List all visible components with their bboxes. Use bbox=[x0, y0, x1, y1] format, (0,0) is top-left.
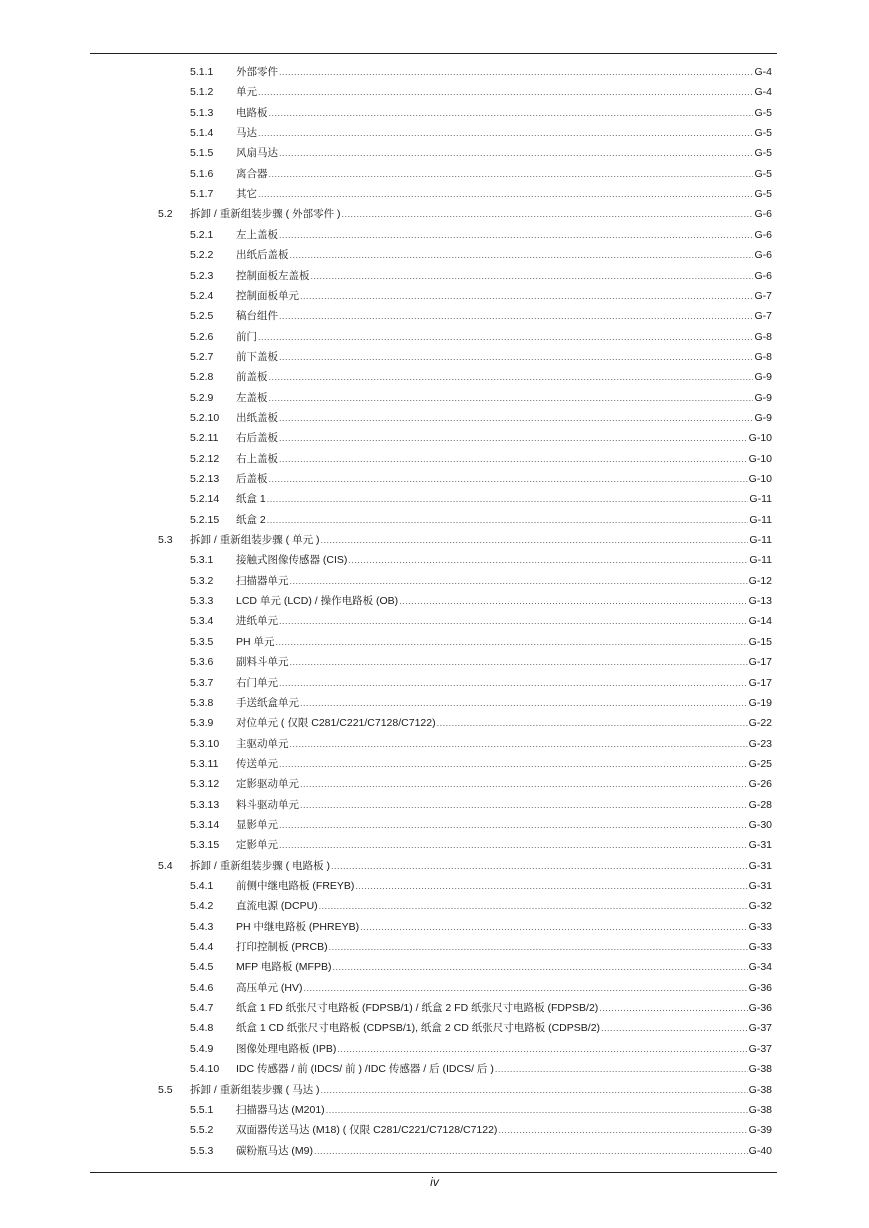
toc-entry-title: 离合器 bbox=[236, 167, 268, 180]
toc-entry-number: 5.2.9 bbox=[190, 391, 214, 404]
toc-entry-page: G-6 bbox=[754, 208, 772, 221]
dot-leader bbox=[279, 306, 753, 326]
toc-entry-page: G-33 bbox=[748, 941, 772, 954]
toc-entry-title: PH 中继电路板 (PHREYB) bbox=[236, 920, 360, 933]
toc-entry-page: G-34 bbox=[748, 961, 772, 974]
toc-entry-number: 5.4.7 bbox=[190, 1002, 214, 1015]
toc-entry[interactable] bbox=[0, 856, 869, 876]
toc-entry-title: 出纸盖板 bbox=[236, 411, 278, 424]
toc-entry-page: G-28 bbox=[748, 798, 772, 811]
toc-entry-title: 主驱动单元 bbox=[236, 737, 289, 750]
toc-entry-page: G-31 bbox=[748, 859, 772, 872]
toc-entry-number: 5.4.10 bbox=[190, 1063, 220, 1076]
dot-leader bbox=[304, 978, 748, 998]
toc-entry-title: 扫描器单元 bbox=[236, 574, 289, 587]
toc-entry[interactable] bbox=[0, 611, 869, 631]
toc-entry-title: 定影单元 bbox=[236, 839, 278, 852]
toc-entry-number: 5.3.1 bbox=[190, 554, 214, 567]
dot-leader bbox=[300, 286, 753, 306]
dot-leader bbox=[267, 510, 749, 530]
toc-entry[interactable] bbox=[0, 1018, 869, 1038]
toc-entry-page: G-5 bbox=[754, 106, 772, 119]
dot-leader bbox=[300, 693, 748, 713]
toc-entry-title: 后盖板 bbox=[236, 473, 268, 485]
toc-entry-page: G-36 bbox=[748, 981, 772, 994]
toc-entry-number: 5.3.2 bbox=[190, 574, 214, 587]
dot-leader bbox=[332, 957, 747, 977]
dot-leader bbox=[300, 795, 748, 815]
dot-leader bbox=[269, 469, 748, 489]
toc-entry-title: 手送纸盒单元 bbox=[236, 696, 299, 709]
toc-entry-page: G-15 bbox=[748, 635, 772, 648]
toc-entry-title: 前下盖板 bbox=[236, 350, 278, 363]
toc-entry-number: 5.2.8 bbox=[190, 371, 214, 384]
toc-entry-page: G-38 bbox=[748, 1063, 772, 1076]
toc-entry-page: G-30 bbox=[748, 818, 772, 831]
toc-entry-title: 副料斗单元 bbox=[236, 656, 289, 669]
toc-entry-page: G-32 bbox=[748, 900, 772, 913]
toc-entry-number: 5.1.3 bbox=[190, 106, 214, 119]
dot-leader bbox=[290, 245, 754, 265]
toc-entry-title: 电路板 bbox=[236, 106, 268, 119]
dot-leader bbox=[290, 734, 748, 754]
toc-entry-title: 图像处理电路板 (IPB) bbox=[236, 1042, 337, 1055]
toc-entry-title: 扫描器马达 (M201) bbox=[236, 1103, 325, 1116]
dot-leader bbox=[329, 937, 748, 957]
toc-entry-title: 风扇马达 bbox=[236, 147, 278, 160]
toc-entry-title: 拆卸 / 重新组装步骤 ( 单元 ) bbox=[190, 534, 320, 547]
toc-entry-title: 前门 bbox=[236, 330, 257, 343]
toc-entry-title: 纸盒 2 bbox=[236, 513, 266, 526]
toc-entry[interactable] bbox=[0, 774, 869, 794]
toc-entry-page: G-31 bbox=[748, 880, 772, 892]
toc-entry[interactable] bbox=[0, 673, 869, 693]
dot-leader bbox=[269, 367, 754, 387]
toc-entry[interactable] bbox=[0, 815, 869, 835]
toc-entry-page: G-40 bbox=[748, 1144, 772, 1157]
dot-leader bbox=[601, 1018, 748, 1038]
toc-entry-number: 5.4 bbox=[158, 859, 173, 872]
toc-entry-page: G-5 bbox=[754, 167, 772, 180]
dot-leader bbox=[321, 1080, 748, 1100]
toc-entry[interactable] bbox=[0, 1141, 869, 1161]
toc-entry-page: G-5 bbox=[754, 188, 772, 201]
toc-entry-title: 控制面板单元 bbox=[236, 289, 299, 302]
toc-entry-page: G-9 bbox=[754, 391, 772, 404]
dot-leader bbox=[348, 550, 748, 570]
toc-entry[interactable] bbox=[0, 550, 869, 570]
toc-entry-page: G-17 bbox=[748, 656, 772, 669]
toc-entry[interactable] bbox=[0, 510, 869, 530]
toc-entry-title: 其它 bbox=[236, 188, 257, 201]
toc-entry-title: 高压单元 (HV) bbox=[236, 981, 303, 994]
toc-entry-number: 5.4.6 bbox=[190, 981, 214, 994]
toc-entry[interactable] bbox=[0, 1059, 869, 1079]
toc-entry[interactable] bbox=[0, 632, 869, 652]
toc-entry-title: 前盖板 bbox=[236, 371, 268, 384]
dot-leader bbox=[399, 591, 747, 611]
toc-entry-title: 料斗驱动单元 bbox=[236, 798, 299, 811]
toc-entry-page: G-22 bbox=[748, 717, 772, 730]
toc-entry-number: 5.3.10 bbox=[190, 737, 220, 750]
toc-entry-number: 5.2.6 bbox=[190, 330, 214, 343]
toc-entry-title: 外部零件 bbox=[236, 66, 278, 78]
toc-entry-page: G-7 bbox=[754, 310, 772, 323]
toc-entry-number: 5.3.3 bbox=[190, 595, 214, 608]
dot-leader bbox=[258, 82, 753, 102]
toc-entry[interactable] bbox=[0, 449, 869, 469]
toc-entry-page: G-7 bbox=[754, 289, 772, 302]
toc-entry-title: 右门单元 bbox=[236, 676, 278, 689]
dot-leader bbox=[279, 754, 748, 774]
toc-entry[interactable] bbox=[0, 143, 869, 163]
footer-rule bbox=[90, 1172, 777, 1173]
toc-entry[interactable] bbox=[0, 754, 869, 774]
dot-leader bbox=[437, 713, 748, 733]
toc-entry-number: 5.4.9 bbox=[190, 1042, 214, 1055]
toc-entry[interactable] bbox=[0, 489, 869, 509]
toc-entry-number: 5.1.7 bbox=[190, 188, 214, 201]
toc-entry-number: 5.2.12 bbox=[190, 452, 220, 465]
toc-entry-title: 显影单元 bbox=[236, 818, 278, 831]
toc-entry-number: 5.2.7 bbox=[190, 350, 214, 363]
toc-entry[interactable] bbox=[0, 164, 869, 184]
toc-entry-number: 5.5.3 bbox=[190, 1144, 214, 1157]
toc-entry[interactable] bbox=[0, 1100, 869, 1120]
dot-leader bbox=[276, 632, 748, 652]
toc-entry-number: 5.1.5 bbox=[190, 147, 214, 160]
toc-entry[interactable] bbox=[0, 571, 869, 591]
toc-entry-number: 5.1.2 bbox=[190, 86, 214, 99]
toc-entry[interactable] bbox=[0, 957, 869, 977]
toc-entry-page: G-10 bbox=[748, 432, 772, 445]
toc-entry-page: G-38 bbox=[748, 1103, 772, 1116]
toc-entry-title: 拆卸 / 重新组装步骤 ( 外部零件 ) bbox=[190, 208, 341, 221]
toc-entry-number: 5.2.14 bbox=[190, 493, 220, 506]
toc-entry[interactable] bbox=[0, 204, 869, 224]
toc-entry-number: 5.3.14 bbox=[190, 818, 220, 831]
toc-entry[interactable] bbox=[0, 82, 869, 102]
toc-entry-page: G-17 bbox=[748, 676, 772, 689]
toc-entry-title: 右上盖板 bbox=[236, 452, 278, 465]
dot-leader bbox=[269, 388, 754, 408]
toc-entry-page: G-6 bbox=[754, 269, 772, 282]
dot-leader bbox=[290, 571, 748, 591]
dot-leader bbox=[267, 489, 749, 509]
dot-leader bbox=[342, 204, 754, 224]
toc-entry-page: G-11 bbox=[749, 493, 772, 506]
dot-leader bbox=[258, 327, 753, 347]
toc-entry[interactable] bbox=[0, 1039, 869, 1059]
toc-entry[interactable] bbox=[0, 408, 869, 428]
toc-entry-page: G-31 bbox=[748, 839, 772, 852]
toc-entry[interactable] bbox=[0, 103, 869, 123]
dot-leader bbox=[269, 164, 754, 184]
toc-entry-number: 5.4.3 bbox=[190, 920, 214, 933]
toc-entry-number: 5.3.12 bbox=[190, 778, 220, 791]
dot-leader bbox=[269, 103, 754, 123]
toc-entry-title: IDC 传感器 / 前 (IDCS/ 前 ) /IDC 传感器 / 后 (IDCS/ 后 ) bbox=[236, 1063, 494, 1076]
toc-entry[interactable] bbox=[0, 530, 869, 550]
toc-entry-number: 5.3.6 bbox=[190, 656, 214, 669]
toc-entry-page: G-5 bbox=[754, 127, 772, 140]
toc-entry-page: G-39 bbox=[748, 1124, 772, 1137]
toc-entry-page: G-33 bbox=[748, 920, 772, 933]
toc-entry-title: 纸盒 1 bbox=[236, 493, 266, 506]
toc-entry-page: G-38 bbox=[748, 1083, 772, 1096]
toc-entry-title: 左盖板 bbox=[236, 391, 268, 404]
toc-entry-title: 双面器传送马达 (M18) ( 仅限 C281/C221/C7128/C7122) bbox=[236, 1124, 498, 1137]
toc-entry-number: 5.5 bbox=[158, 1083, 173, 1096]
toc-entry[interactable] bbox=[0, 123, 869, 143]
toc-entry-title: 进纸单元 bbox=[236, 615, 278, 628]
toc-entry-title: 对位单元 ( 仅限 C281/C221/C7128/C7122) bbox=[236, 717, 436, 730]
toc-entry-title: LCD 单元 (LCD) / 操作电路板 (OB) bbox=[236, 595, 399, 608]
toc-entry-page: G-8 bbox=[754, 330, 772, 343]
dot-leader bbox=[326, 1100, 748, 1120]
toc-entry-number: 5.2.1 bbox=[190, 228, 214, 241]
toc-entry-page: G-36 bbox=[748, 1002, 772, 1015]
toc-entry-title: 传送单元 bbox=[236, 757, 278, 770]
toc-entry[interactable] bbox=[0, 286, 869, 306]
toc-entry-number: 5.5.2 bbox=[190, 1124, 214, 1137]
toc-entry-title: 直流电源 (DCPU) bbox=[236, 900, 318, 913]
toc-entry-title: 控制面板左盖板 bbox=[236, 269, 310, 282]
toc-entry[interactable] bbox=[0, 469, 869, 489]
toc-entry-title: 前侧中继电路板 (FREYB) bbox=[236, 880, 355, 892]
toc-entry-number: 5.4.1 bbox=[190, 880, 214, 892]
dot-leader bbox=[258, 123, 753, 143]
toc-entry-title: 碳粉瓶马达 (M9) bbox=[236, 1144, 313, 1157]
toc-entry[interactable] bbox=[0, 978, 869, 998]
toc-entry-number: 5.3.7 bbox=[190, 676, 214, 689]
toc-entry-title: 拆卸 / 重新组装步骤 ( 电路板 ) bbox=[190, 859, 330, 872]
toc-entry-page: G-37 bbox=[748, 1022, 772, 1035]
toc-entry[interactable] bbox=[0, 225, 869, 245]
toc-entry-page: G-11 bbox=[749, 513, 772, 526]
dot-leader bbox=[319, 896, 748, 916]
toc-entry[interactable] bbox=[0, 835, 869, 855]
toc-entry-number: 5.3.13 bbox=[190, 798, 220, 811]
toc-entry-title: 单元 bbox=[236, 86, 257, 99]
toc-entry-page: G-6 bbox=[754, 249, 772, 262]
toc-entry[interactable] bbox=[0, 327, 869, 347]
toc-entry-number: 5.3.8 bbox=[190, 696, 214, 709]
dot-leader bbox=[355, 876, 747, 896]
toc-entry[interactable] bbox=[0, 795, 869, 815]
toc-entry-number: 5.2.15 bbox=[190, 513, 220, 526]
toc-entry-title: 接触式图像传感器 (CIS) bbox=[236, 554, 348, 567]
toc-entry-number: 5.4.5 bbox=[190, 961, 214, 974]
toc-entry-title: PH 单元 bbox=[236, 635, 275, 648]
toc-entry[interactable] bbox=[0, 306, 869, 326]
toc-entry-page: G-14 bbox=[748, 615, 772, 628]
dot-leader bbox=[279, 835, 748, 855]
toc-entry-page: G-13 bbox=[748, 595, 772, 608]
header-rule bbox=[90, 53, 777, 54]
dot-leader bbox=[279, 815, 748, 835]
toc-entry-title: 右后盖板 bbox=[236, 432, 278, 445]
dot-leader bbox=[360, 917, 748, 937]
toc-entry-title: 纸盒 1 FD 纸张尺寸电路板 (FDPSB/1) / 纸盒 2 FD 纸张尺寸电路板 (FDPSB/2) bbox=[236, 1002, 599, 1015]
toc-entry-page: G-6 bbox=[754, 228, 772, 241]
toc-entry-page: G-9 bbox=[754, 411, 772, 424]
toc-entry[interactable] bbox=[0, 184, 869, 204]
toc-entry-number: 5.3 bbox=[158, 534, 173, 547]
toc-entry[interactable] bbox=[0, 1120, 869, 1140]
toc-entry-title: 左上盖板 bbox=[236, 228, 278, 241]
toc-entry[interactable] bbox=[0, 591, 869, 611]
dot-leader bbox=[311, 266, 754, 286]
toc-entry-number: 5.2.10 bbox=[190, 411, 220, 424]
toc-entry-number: 5.1.6 bbox=[190, 167, 214, 180]
toc-entry-number: 5.2 bbox=[158, 208, 173, 221]
dot-leader bbox=[279, 673, 748, 693]
toc-entry-title: 定影驱动单元 bbox=[236, 778, 299, 791]
toc-entry-page: G-37 bbox=[748, 1042, 772, 1055]
toc-entry[interactable] bbox=[0, 347, 869, 367]
dot-leader bbox=[279, 143, 753, 163]
toc-entry-number: 5.3.4 bbox=[190, 615, 214, 628]
dot-leader bbox=[279, 428, 748, 448]
toc-entry-title: MFP 电路板 (MFPB) bbox=[236, 961, 332, 974]
toc-entry-number: 5.2.11 bbox=[190, 432, 219, 445]
toc-entry-number: 5.2.4 bbox=[190, 289, 214, 302]
dot-leader bbox=[279, 408, 753, 428]
toc-entry-title: 拆卸 / 重新组装步骤 ( 马达 ) bbox=[190, 1083, 320, 1096]
toc-entry-page: G-8 bbox=[754, 350, 772, 363]
dot-leader bbox=[321, 530, 749, 550]
toc-entry[interactable] bbox=[0, 713, 869, 733]
toc-entry-number: 5.5.1 bbox=[190, 1103, 214, 1116]
toc-entry-page: G-4 bbox=[754, 66, 772, 78]
toc-entry-number: 5.2.2 bbox=[190, 249, 214, 262]
toc-entry-title: 打印控制板 (PRCB) bbox=[236, 941, 328, 954]
toc-entry-number: 5.3.11 bbox=[190, 757, 219, 770]
page-number: iv bbox=[430, 1175, 439, 1189]
toc-entry-page: G-12 bbox=[748, 574, 772, 587]
dot-leader bbox=[337, 1039, 747, 1059]
toc-entry-number: 5.2.13 bbox=[190, 473, 220, 485]
toc-entry-title: 出纸后盖板 bbox=[236, 249, 289, 262]
dot-leader bbox=[279, 62, 753, 82]
toc-entry-page: G-11 bbox=[749, 534, 772, 547]
toc-entry-page: G-11 bbox=[749, 554, 772, 567]
toc-entry-title: 纸盒 1 CD 纸张尺寸电路板 (CDPSB/1), 纸盒 2 CD 纸张尺寸电路板 (CDPSB/2) bbox=[236, 1022, 601, 1035]
toc-entry-number: 5.2.3 bbox=[190, 269, 214, 282]
toc-entry[interactable] bbox=[0, 245, 869, 265]
toc-entry-number: 5.2.5 bbox=[190, 310, 214, 323]
toc-entry[interactable] bbox=[0, 998, 869, 1018]
toc-entry-page: G-26 bbox=[748, 778, 772, 791]
toc-entry-number: 5.3.5 bbox=[190, 635, 214, 648]
toc-entry[interactable] bbox=[0, 734, 869, 754]
toc-entry[interactable] bbox=[0, 62, 869, 82]
toc-entry-page: G-5 bbox=[754, 147, 772, 160]
toc-entry-page: G-25 bbox=[748, 757, 772, 770]
toc-entry[interactable] bbox=[0, 367, 869, 387]
toc-entry-title: 马达 bbox=[236, 127, 257, 140]
toc-entry-page: G-10 bbox=[748, 452, 772, 465]
toc-entry[interactable] bbox=[0, 1080, 869, 1100]
dot-leader bbox=[279, 449, 748, 469]
dot-leader bbox=[290, 652, 748, 672]
toc-entry-page: G-23 bbox=[748, 737, 772, 750]
dot-leader bbox=[279, 225, 753, 245]
toc-entry-page: G-9 bbox=[754, 371, 772, 384]
dot-leader bbox=[495, 1059, 748, 1079]
toc-entry-title: 稿台组件 bbox=[236, 310, 278, 323]
toc-entry-number: 5.3.15 bbox=[190, 839, 220, 852]
toc-entry-number: 5.4.2 bbox=[190, 900, 214, 913]
dot-leader bbox=[331, 856, 748, 876]
toc-entry[interactable] bbox=[0, 937, 869, 957]
toc-entry[interactable] bbox=[0, 876, 869, 896]
toc-entry[interactable] bbox=[0, 896, 869, 916]
dot-leader bbox=[314, 1141, 748, 1161]
dot-leader bbox=[599, 998, 747, 1018]
toc-entry-number: 5.1.4 bbox=[190, 127, 214, 140]
toc-entry-number: 5.3.9 bbox=[190, 717, 214, 730]
dot-leader bbox=[498, 1120, 747, 1140]
toc-entry-number: 5.4.4 bbox=[190, 941, 214, 954]
toc-entry-page: G-4 bbox=[754, 86, 772, 99]
toc-entry-number: 5.4.8 bbox=[190, 1022, 214, 1035]
toc-entry[interactable] bbox=[0, 917, 869, 937]
toc-entry[interactable] bbox=[0, 266, 869, 286]
toc-entry[interactable] bbox=[0, 652, 869, 672]
toc-entry-number: 5.1.1 bbox=[190, 66, 214, 78]
toc-entry[interactable] bbox=[0, 388, 869, 408]
toc-entry[interactable] bbox=[0, 428, 869, 448]
dot-leader bbox=[279, 347, 753, 367]
toc-entry-page: G-19 bbox=[748, 696, 772, 709]
dot-leader bbox=[258, 184, 753, 204]
toc-entry[interactable] bbox=[0, 693, 869, 713]
dot-leader bbox=[279, 611, 748, 631]
toc-entry-page: G-10 bbox=[748, 473, 772, 485]
dot-leader bbox=[300, 774, 748, 794]
